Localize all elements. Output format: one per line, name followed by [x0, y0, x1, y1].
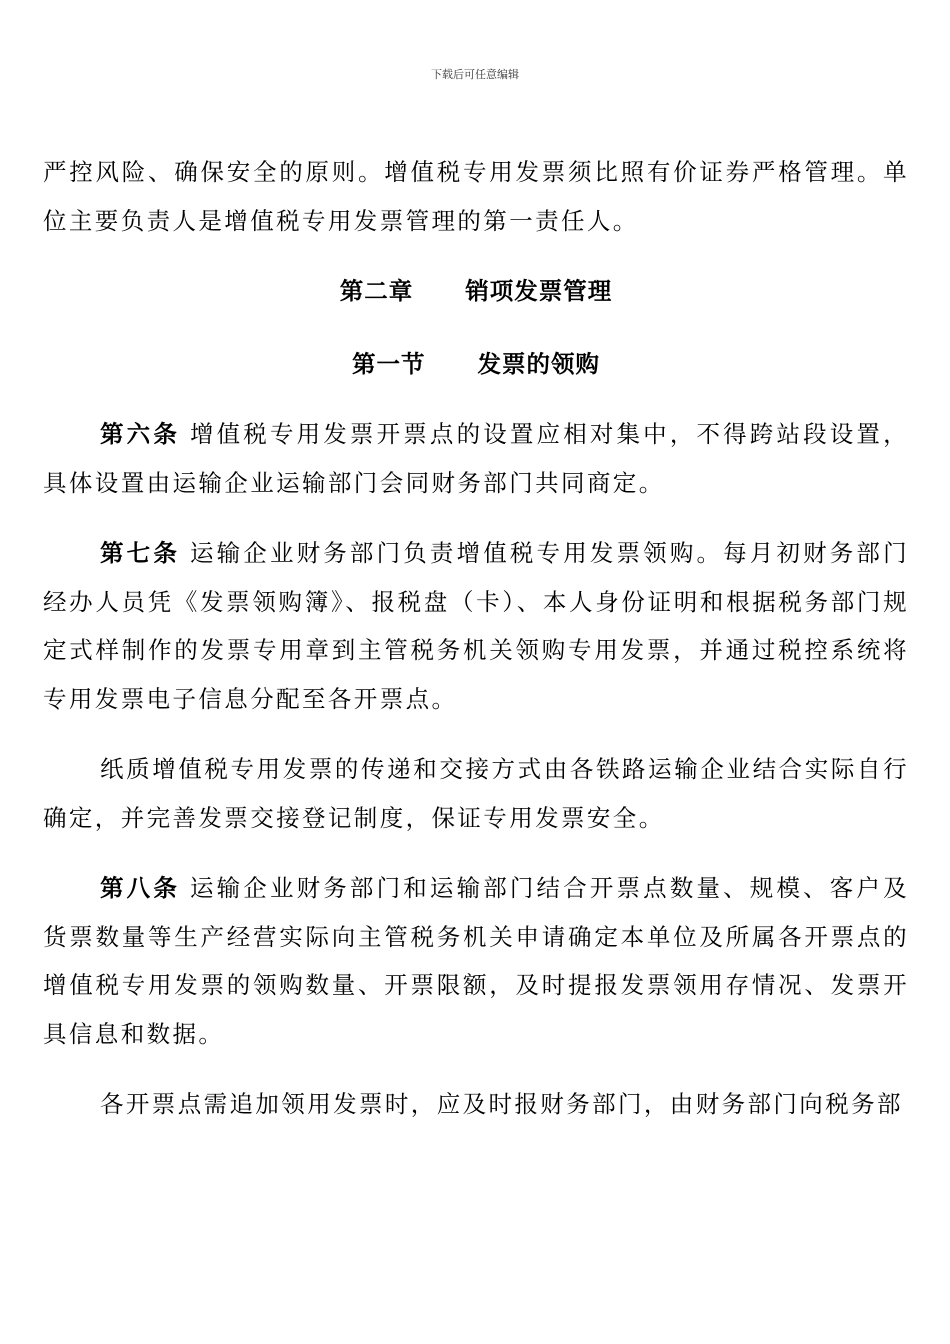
article-7-supplement-paragraph	[43, 745, 909, 842]
chapter-heading	[43, 267, 909, 316]
section-title: 发票的领购	[477, 349, 600, 378]
chapter-title: 销项发票管理	[465, 277, 613, 305]
article-6-text: 增值税专用发票开票点的设置应相对集中，不得跨站段设置，具体设置由运输企业运输部门会同财务部门共同商定。	[43, 420, 909, 497]
article-7-supplement-text: 纸质增值税专用发票的传递和交接方式由各铁路运输企业结合实际自行确定，并完善发票交接登记制度，保证专用发票安全。	[43, 755, 909, 832]
section-number: 第一节	[352, 349, 426, 378]
document-body	[43, 148, 909, 1129]
article-8-label: 第八条	[100, 874, 180, 902]
article-8-supplement-text: 各开票点需追加领用发票时，应及时报财务部门，由财务部门向税务部	[100, 1090, 903, 1118]
header-note: 下载后可任意编辑	[431, 68, 519, 81]
article-8-paragraph	[43, 864, 909, 1058]
intro-paragraph: 严控风险、确保安全的原则。增值税专用发票须比照有价证券严格管理。单位主要负责人是增值税专用发票管理的第一责任人。	[43, 158, 909, 235]
article-8-text: 运输企业财务部门和运输部门结合开票点数量、规模、客户及货票数量等生产经营实际向主管税务机关申请确定本单位及所属各开票点的增值税专用发票的领购数量、开票限额，及时提报发票领用存情况、发票开具信息和数据。	[43, 874, 909, 1048]
article-7-label: 第七条	[100, 539, 180, 567]
section-heading	[43, 340, 909, 389]
article-7-paragraph	[43, 529, 909, 723]
article-7-text: 运输企业财务部门负责增值税专用发票领购。每月初财务部门经办人员凭《发票领购簿》、报税盘（卡）、本人身份证明和根据税务部门规定式样制作的发票专用章到主管税务机关领购专用发票，并通过税控系统将专用发票电子信息分配至各开票点。	[43, 539, 909, 713]
article-8-supplement-paragraph	[43, 1080, 909, 1129]
article-6-label: 第六条	[100, 420, 180, 448]
article-6-paragraph	[43, 410, 909, 507]
chapter-number: 第二章	[339, 277, 414, 305]
